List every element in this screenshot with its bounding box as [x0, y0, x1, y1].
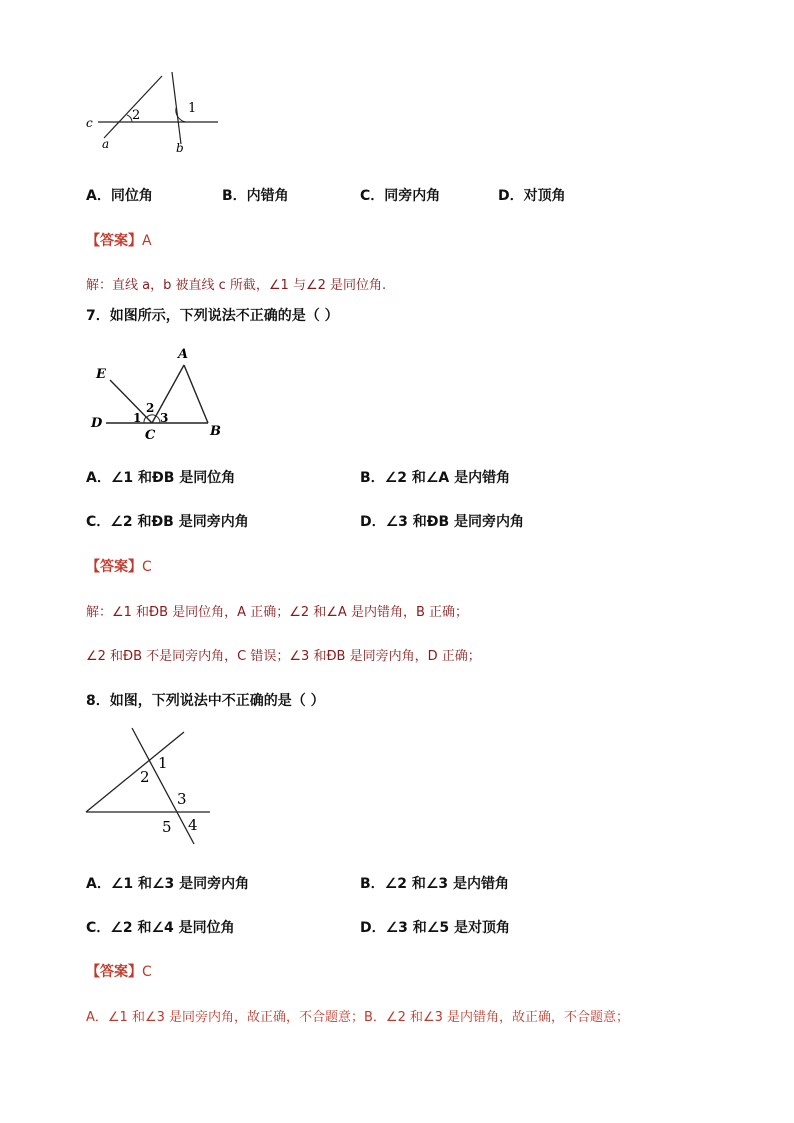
- label-b: b: [176, 141, 184, 155]
- angle-arc-1: [144, 417, 146, 423]
- q8-option-b[interactable]: B．∠2 和∠3 是内错角: [360, 876, 510, 892]
- label-E: E: [96, 367, 106, 382]
- q6-explanation: 解：直线 a，b 被直线 c 所截，∠1 与∠2 是同位角.: [86, 278, 387, 293]
- label-3: 3: [160, 411, 169, 425]
- label-2: 2: [146, 401, 155, 415]
- q7-option-d[interactable]: D．∠3 和ÐB 是同旁内角: [360, 514, 525, 530]
- line-upper: [86, 732, 184, 812]
- q8-stem: 8．如图，下列说法中不正确的是（ ）: [86, 693, 325, 709]
- q8-option-a[interactable]: A．∠1 和∠3 是同旁内角: [86, 876, 250, 892]
- q7-option-c[interactable]: C．∠2 和ÐB 是同旁内角: [86, 514, 249, 530]
- label-A: A: [178, 347, 189, 362]
- q8-option-c[interactable]: C．∠2 和∠4 是同位角: [86, 920, 235, 936]
- q7-stem: 7．如图所示，下列说法不正确的是（ ）: [86, 308, 339, 324]
- q6-answer: [86, 230, 152, 250]
- answer-tag: 【答案】: [86, 559, 142, 575]
- line-a: [104, 76, 162, 138]
- label-B: B: [210, 424, 221, 439]
- label-C: C: [145, 428, 156, 443]
- label-c: c: [86, 116, 93, 130]
- q6-option-b[interactable]: B．内错角: [222, 188, 289, 204]
- label-1: 1: [158, 754, 168, 772]
- answer-value: A: [142, 233, 152, 249]
- figure-q6: [80, 66, 230, 156]
- label-2: 2: [132, 108, 141, 123]
- answer-tag: 【答案】: [86, 233, 142, 249]
- label-1: 1: [188, 101, 197, 116]
- answer-tag: 【答案】: [86, 964, 142, 980]
- line-b: [172, 72, 181, 144]
- segment-ab: [184, 365, 208, 423]
- label-3: 3: [177, 790, 187, 808]
- q7-explanation-line1: 解：∠1 和ÐB 是同位角，A 正确；∠2 和∠A 是内错角，B 正确；: [86, 605, 468, 620]
- label-5: 5: [162, 818, 172, 836]
- label-D: D: [91, 416, 103, 431]
- angle-arc-2: [147, 415, 156, 417]
- answer-value: C: [142, 964, 152, 980]
- label-4: 4: [188, 816, 198, 834]
- q7-answer: [86, 556, 152, 576]
- q7-option-a[interactable]: A．∠1 和ÐB 是同位角: [86, 470, 236, 486]
- answer-value: C: [142, 559, 152, 575]
- q6-option-d[interactable]: D．对顶角: [498, 188, 566, 204]
- label-a: a: [102, 137, 110, 151]
- q8-option-d[interactable]: D．∠3 和∠5 是对顶角: [360, 920, 510, 936]
- label-2: 2: [140, 768, 150, 786]
- figure-q7: [86, 344, 226, 444]
- q7-explanation-line2: ∠2 和ÐB 不是同旁内角，C 错误；∠3 和ÐB 是同旁内角，D 正确；: [86, 649, 481, 664]
- q6-option-c[interactable]: C．同旁内角: [360, 188, 441, 204]
- q6-option-a[interactable]: A．同位角: [86, 188, 153, 204]
- q8-explanation: A．∠1 和∠3 是同旁内角，故正确，不合题意；B．∠2 和∠3 是内错角，故正确，不合题意；: [86, 1010, 630, 1025]
- figure-q8: [84, 726, 214, 850]
- label-1: 1: [133, 411, 142, 425]
- q8-answer: [86, 961, 152, 981]
- q7-option-b[interactable]: B．∠2 和∠A 是内错角: [360, 470, 511, 486]
